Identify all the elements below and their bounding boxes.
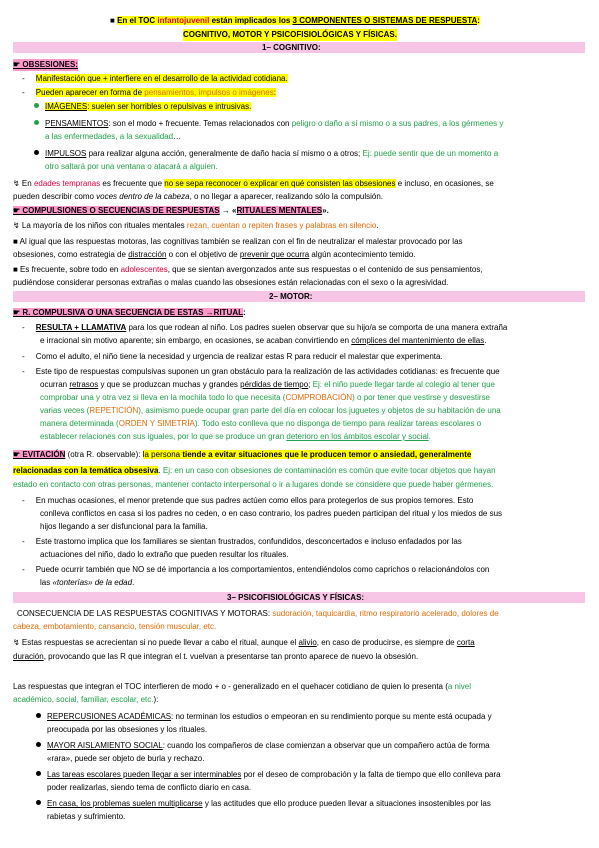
section-title-motor: 2– MOTOR: [269, 292, 313, 301]
obs-impulsos-2: otro saltará por una ventana o atacará a alguien. [45, 162, 218, 171]
psico-line-3: ↯ Estas respuestas se acrecientan si no puede llevar a cabo el ritual, aunque el alivio, en caso de producirse, es siempre de corta [13, 638, 475, 647]
comp-line-4: ■ Es frecuente, sobre todo en adolescentes, que se sientan avergonzados ante sus respuestas o el contenido de sus pensamientos, [13, 265, 483, 274]
evit-bullet-2b: actuaciones del niño, dado lo extraño que pueden resultar los rituales. [40, 550, 289, 559]
motor-bullet-3c: comprobar una y otra vez si lleva en la mochila todo lo que necesita (COMPROBACIÓN) o por tener que vestirse y desvestirse [40, 393, 490, 402]
final-bullet-2b: «rara», puede ser objeto de burla y rechazo. [47, 754, 205, 763]
final-line-1: Las respuestas que integran el TOC interfieren de modo + o - generalizado en el quehacer cotidiano de quien lo presenta (a nivel [13, 682, 471, 691]
ritual-title: ☛ R. COMPULSIVA O UNA SECUENCIA DE ESTAS →RITUAL: [13, 308, 246, 317]
motor-bullet-1b: e irracional sin motivo aparente; sin embargo, en ocasiones, se acaban convirtiendo en cómplices del mantenimiento de ellas. [40, 336, 487, 345]
motor-bullet-1a: - RESULTA + LLAMATIVA para los que rodean al niño. Los padres suelen observar que su hijo/a se comporta de una manera extraña [22, 323, 508, 332]
psico-line-2: cabeza, embotamiento, cansancio, tensión muscular, etc. [13, 622, 217, 631]
obs-bullet-1: - Manifestación que + interfiere en el desarrollo de la actividad cotidiana. [22, 74, 288, 83]
evitacion-line-1: ☛ EVITACIÓN (otra R. observable): la persona tiende a evitar situaciones que le producen temor o ansiedad, generalmente [13, 450, 472, 459]
comp-line-1: ↯ La mayoría de los niños con rituales mentales rezan, cuentan o repiten frases y palabras en silencio. [13, 221, 379, 230]
final-bullet-1b: preocupada por las obsesiones y los rituales. [47, 725, 208, 734]
final-bullet-4a: En casa, los problemas suelen multiplicarse y las actitudes que ello produce pueden llevar a situaciones insostenibles por las [36, 798, 491, 810]
evitacion-line-2: relacionadas con la temática obsesiva. Ej: en un caso con obsesiones de contaminación es común que evite tocar objetos que hayan [13, 466, 496, 475]
psico-line-1: CONSECUENCIA DE LAS RESPUESTAS COGNITIVAS Y MOTORAS: sudoración, taquicardia, ritmo respiratorio acelerado, dolores de [17, 609, 499, 618]
bullet-icon [36, 713, 41, 718]
final-bullet-3a: Las tareas escolares pueden llegar a ser interminables por el deseo de comprobación y la falta de tiempo que ello conlleva para [36, 769, 501, 781]
comp-line-3: obsesiones, como estrategia de distracción o con el objetivo de prevenir que ocurra algún acontecimiento temido. [13, 250, 416, 259]
evit-bullet-3a: - Puede ocurrir también que NO se dé importancia a los comportamientos, entendiéndolos como caprichos o relacionándolos con [22, 565, 490, 574]
section-title-psico: 3– PSICOFISIOLÓGICAS Y FÍSICAS: [227, 593, 365, 602]
motor-bullet-3d: varias veces (REPETICIÓN), asimismo puede ocupar gran parte del día en colocar los juguetes y objetos de su habitación de una [40, 406, 501, 415]
obs-impulsos-1: IMPULSOS para realizar alguna acción, generalmente de daño hacia sí mismo o a otros; Ej: puede sentir que de un momento a [34, 148, 498, 160]
evitacion-line-3: estado en contacto con otras personas, mantener contacto interpersonal o ir a lugares donde se considere que puede haber gérmenes. [13, 480, 494, 489]
final-bullet-2a: MAYOR AISLAMIENTO SOCIAL: cuando los compañeros de clase comienzan a observar que un compañero actúa de forma [36, 740, 490, 752]
bullet-icon [36, 742, 41, 747]
motor-bullet-3a: - Este tipo de respuestas compulsivas suponen un gran obstáculo para la realización de las actividades cotidianas: es frecuente que [22, 367, 500, 376]
motor-bullet-3e: manera determinada (ORDEN Y SIMETRÍA). Todo esto conlleva que no disponga de tiempo para realizar tareas escolares o [40, 419, 482, 428]
comp-line-5: pudiéndose considerar personas extrañas o malas cuando las obsesiones están relacionadas con el sexo o la agresividad. [13, 278, 449, 287]
final-bullet-4b: rabietas y sufrimiento. [47, 812, 126, 821]
intro-line-1: ■ En el TOC infantojuvenil están implicados los 3 COMPONENTES O SISTEMAS DE RESPUESTA: [110, 16, 480, 25]
obs-bullet-2: - Pueden aparecer en forma de pensamientos, impulsos o imágenes: [22, 88, 276, 97]
bullet-icon [36, 800, 41, 805]
evit-bullet-1a: - En muchas ocasiones, el menor pretende que sus padres actúen como ellos para protegerlos de sus propios temores. Esto [22, 496, 474, 505]
final-line-2: académico, social, familiar, escolar, etc.): [13, 695, 159, 704]
motor-bullet-3f: establecer relaciones con sus iguales, por lo que se produce un gran deterioro en los ámbitos escolar y social. [40, 432, 431, 441]
bullet-icon [34, 103, 39, 108]
evit-bullet-1c: hijos llegando a ser disfuncional para la familia. [40, 522, 208, 531]
compulsiones-title: ☛ COMPULSIONES O SECUENCIAS DE RESPUESTAS → «RITUALES MENTALES». [13, 206, 329, 215]
psico-line-4: duración, provocando que las R que integran el t. vuelvan a presentarse tan pronto aparece de nuevo la obsesión. [13, 652, 419, 661]
obsesiones-title: ☛ OBSESIONES: [13, 60, 78, 69]
edad-line-2: pueden describir como voces dentro de la cabeza, o no llegar a aparecer, realizando sólo la compulsión. [13, 192, 384, 201]
section-title-cognitivo: 1– COGNITIVO: [262, 43, 321, 52]
obs-pensamientos-2: a las enfermedades, a la sexualidad… [45, 132, 182, 141]
obs-pensamientos-1: PENSAMIENTOS: son el modo + frecuente. Temas relacionados con peligro o daño a sí mismo o a sus padres, a los gérmenes y [34, 118, 503, 130]
bullet-icon [34, 150, 39, 155]
edad-line-1: ↯ En edades tempranas es frecuente que no se sepa reconocer o explicar en qué consisten las obsesiones e incluso, en ocasiones, se [13, 179, 494, 188]
bullet-icon [36, 771, 41, 776]
comp-line-2: ■ Al igual que las respuestas motoras, las cognitivas también se realizan con el fin de neutralizar el malestar provocado por las [13, 237, 463, 246]
final-bullet-1a: REPERCUSIONES ACADÉMICAS: no terminan los estudios o empeoran en su rendimiento porque su mente está ocupada y [36, 711, 492, 723]
evit-bullet-1b: conlleva conflictos en casa si los padres no ceden, o en caso contrario, los padres pueden participan del ritual y los miedos de sus [40, 509, 503, 518]
motor-bullet-3b: ocurran retrasos y que se produzcan muchas y grandes pérdidas de tiempo; Ej: el niño puede llegar tarde al colegio al tener que [40, 380, 495, 389]
final-bullet-3b: poder realizarlas, siendo tema de conflicto diario en casa. [47, 783, 252, 792]
motor-bullet-2: - Como el adulto, el niño tiene la necesidad y urgencia de realizar estas R para reducir el malestar que experimenta. [22, 352, 443, 361]
evit-bullet-3b: las «tonterías» de la edad. [40, 578, 135, 587]
obs-imagenes: IMÁGENES: suelen ser horribles o repulsivas e intrusivas. [34, 101, 251, 113]
bullet-icon [34, 120, 39, 125]
intro-line-2: COGNITIVO, MOTOR Y PSICOFISIOLÓGICAS Y FÍSICAS. [183, 30, 397, 39]
evit-bullet-2a: - Este trastorno implica que los familiares se sientan frustrados, confundidos, desconcertados e incluso enfadados por las [22, 537, 462, 546]
